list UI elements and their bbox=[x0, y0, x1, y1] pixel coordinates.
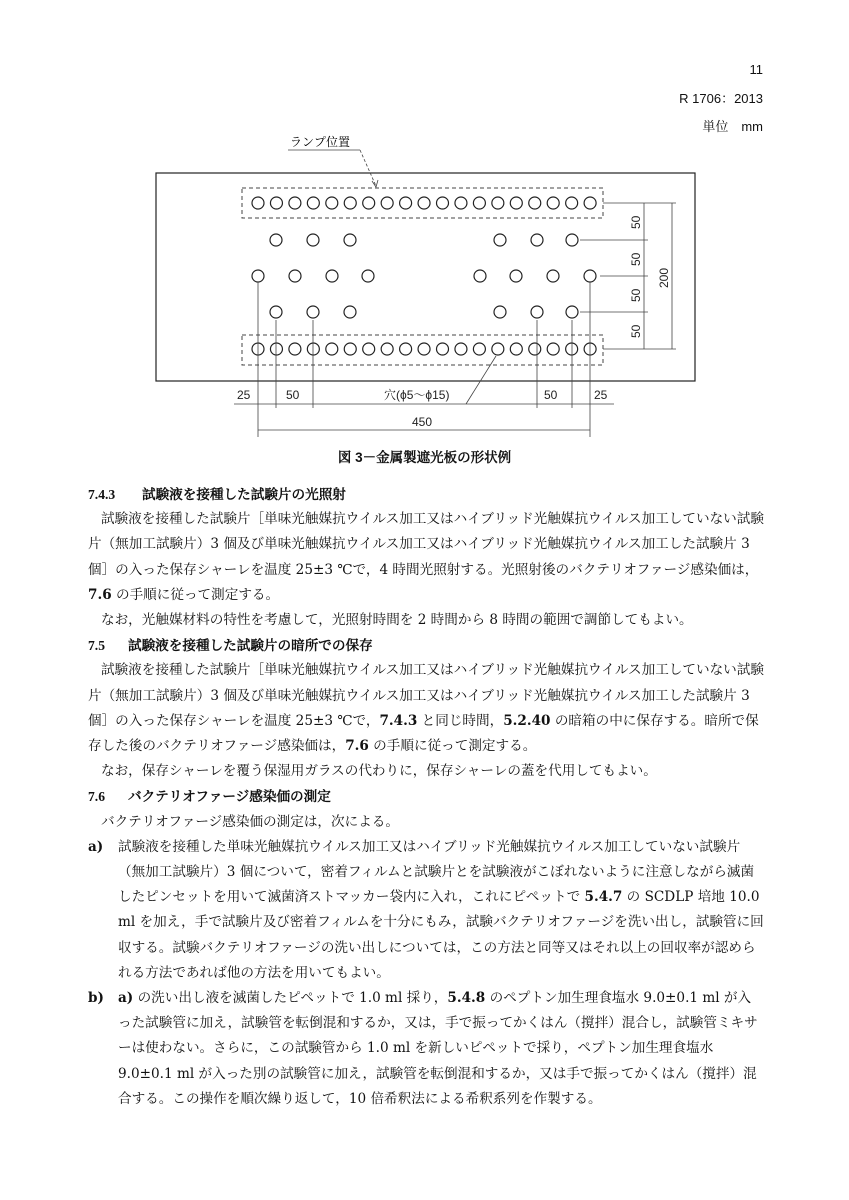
hole bbox=[437, 343, 449, 355]
hole bbox=[510, 343, 522, 355]
hole bbox=[344, 343, 356, 355]
hole bbox=[510, 270, 522, 282]
hole bbox=[566, 234, 578, 246]
hole bbox=[289, 270, 301, 282]
hole bbox=[344, 234, 356, 246]
list-item-a: a) 試験液を接種した単味光触媒抗ウイルス加工又はハイブリッド光触媒抗ウイルス加工していない試験片（無加工試験片）3 個について，密着フィルムと試験片とを試験液がこぼれないように注意しながら滅菌したピンセットを用いて滅菌済ストマッカー袋内に入れ，これにピペットで 5.4.7 の SCDLP 培地 10.0 ml を加え，手で試験片及び密着フィルムを十分にもみ，試験バクテリオファージを洗い出し，試験管に回収する。試験バクテリオファージの洗い出しについては，この方法と同等又はそれ以上の回収率が認められる方法であれば他の方法を用いてもよい。 bbox=[88, 838, 764, 981]
hole bbox=[584, 270, 596, 282]
hole bbox=[455, 197, 467, 209]
hole bbox=[547, 197, 559, 209]
section-7-6-intro: バクテリオファージ感染価の測定は，次による。 bbox=[101, 813, 399, 830]
hole-label: 穴(ϕ5～ϕ15) bbox=[384, 388, 450, 402]
hole bbox=[418, 343, 430, 355]
body-text bbox=[88, 482, 764, 1112]
hole bbox=[531, 306, 543, 318]
hole bbox=[584, 197, 596, 209]
hole bbox=[307, 197, 319, 209]
hole bbox=[400, 197, 412, 209]
dim-right-4: 50 bbox=[629, 324, 643, 338]
section-7-6-heading: 7.6 バクテリオファージ感染価の測定 bbox=[88, 789, 331, 805]
hole bbox=[363, 343, 375, 355]
hole bbox=[494, 306, 506, 318]
hole bbox=[510, 197, 522, 209]
hole bbox=[474, 270, 486, 282]
dim-25-left: 25 bbox=[237, 388, 251, 402]
hole bbox=[381, 197, 393, 209]
hole bbox=[270, 197, 282, 209]
hole bbox=[529, 343, 541, 355]
hole bbox=[344, 197, 356, 209]
hole bbox=[529, 197, 541, 209]
hole bbox=[492, 197, 504, 209]
hole bbox=[289, 343, 301, 355]
dim-right-2: 50 bbox=[629, 252, 643, 266]
section-7-4-3-para1: 試験液を接種した試験片［単味光触媒抗ウイルス加工又はハイブリッド光触媒抗ウイルス加工していない試験片（無加工試験片）3 個及び単味光触媒抗ウイルス加工又はハイブリッド光触媒抗ウイルス加工した試験片 3 個］の入った保存シャーレを温度 25±3 ℃で，4 時間光照射する。光照射後のバクテリオファージ感染価は，7.6 の手順に従って測定する。 bbox=[88, 511, 764, 603]
hole bbox=[326, 197, 338, 209]
hole bbox=[307, 306, 319, 318]
hole bbox=[270, 343, 282, 355]
hole bbox=[531, 234, 543, 246]
hole bbox=[363, 197, 375, 209]
hole bbox=[270, 306, 282, 318]
section-7-5-para1: 試験液を接種した試験片［単味光触媒抗ウイルス加工又はハイブリッド光触媒抗ウイルス加工していない試験片（無加工試験片）3 個及び単味光触媒抗ウイルス加工又はハイブリッド光触媒抗ウイルス加工した試験片 3 個］の入った保存シャーレを温度 25±3 ℃で，7.4.3 と同じ時間，5.2.40 の暗箱の中に保存する。暗所で保存した後のバクテリオファージ感染価は，7.6 の手順に従って測定する。 bbox=[88, 662, 764, 755]
hole bbox=[307, 234, 319, 246]
hole bbox=[326, 270, 338, 282]
hole bbox=[547, 343, 559, 355]
section-7-4-3-heading: 7.4.3 試験液を接種した試験片の光照射 bbox=[88, 487, 346, 502]
list-item-b: b) a) の洗い出し液を滅菌したピペットで 1.0 ml 採り，5.4.8 のペプトン加生理食塩水 9.0±0.1 ml が入った試験管に加え，試験管を転倒混和するか，又は，手で振ってかくはん（撹拌）混合し，試験管ミキサーは使わない。さらに，この試験管から 1.0 ml を新しいピペットで採り，ペプトン加生理食塩水 9.0±0.1 ml が入った別の試験管に加え，試験管を転倒混和するか，又は手で振ってかくはん（撹拌）混合する。この操作を順次繰り返して，10 倍希釈法による希釈系列を作製する。 bbox=[88, 990, 758, 1107]
dim-right-total: 200 bbox=[657, 267, 671, 288]
lamp-label: ランプ位置 bbox=[290, 135, 351, 149]
standard-number: R 1706：2013 bbox=[679, 91, 763, 106]
hole bbox=[473, 197, 485, 209]
shading-plate-figure bbox=[0, 0, 849, 445]
hole bbox=[252, 270, 264, 282]
dim-right-1: 50 bbox=[629, 215, 643, 229]
hole bbox=[252, 197, 264, 209]
hole bbox=[494, 234, 506, 246]
hole bbox=[362, 270, 374, 282]
dim-50-left: 50 bbox=[286, 388, 300, 402]
hole bbox=[289, 197, 301, 209]
section-7-4-3-para2: なお，光触媒材料の特性を考慮して，光照射時間を 2 時間から 8 時間の範囲で調節してもよい。 bbox=[101, 612, 693, 629]
hole bbox=[492, 343, 504, 355]
figure-caption: 図 3－金属製遮光板の形状例 bbox=[337, 450, 512, 465]
dim-total: 450 bbox=[412, 415, 433, 429]
dim-50-right: 50 bbox=[544, 388, 558, 402]
hole bbox=[455, 343, 467, 355]
hole bbox=[326, 343, 338, 355]
hole bbox=[270, 234, 282, 246]
hole bbox=[418, 197, 430, 209]
hole bbox=[473, 343, 485, 355]
page-number: 11 bbox=[749, 62, 763, 77]
section-7-5-para2: なお，保存シャーレを覆う保湿用ガラスの代わりに，保存シャーレの蓋を代用してもよい。 bbox=[101, 763, 657, 780]
hole bbox=[344, 306, 356, 318]
unit-label: 単位 mm bbox=[702, 119, 763, 134]
hole bbox=[381, 343, 393, 355]
hole bbox=[400, 343, 412, 355]
hole bbox=[437, 197, 449, 209]
dim-right-3: 50 bbox=[629, 288, 643, 302]
hole bbox=[547, 270, 559, 282]
dim-25-right: 25 bbox=[594, 388, 608, 402]
hole bbox=[566, 306, 578, 318]
hole bbox=[566, 197, 578, 209]
section-7-5-heading: 7.5 試験液を接種した試験片の暗所での保存 bbox=[88, 638, 373, 654]
